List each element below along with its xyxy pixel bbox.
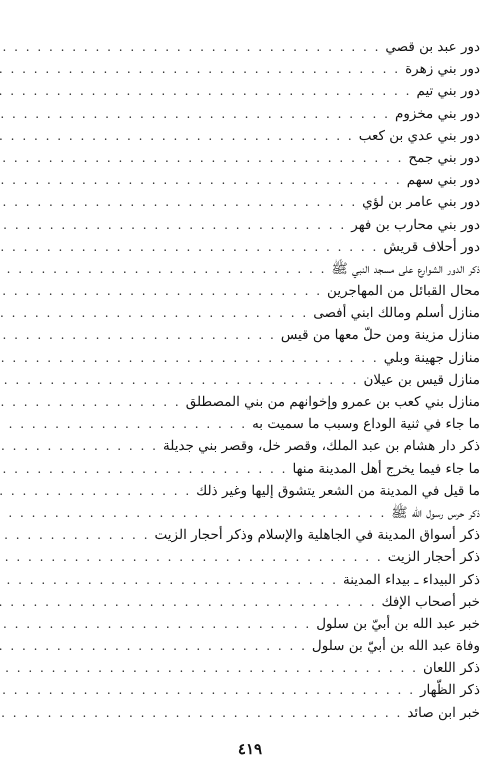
dot-leader bbox=[0, 413, 247, 435]
toc-entry-title: ذكر دار هشام بن عبد الملك، وقصر خل، وقصر بني جديلة bbox=[163, 438, 480, 455]
dot-leader bbox=[0, 458, 287, 480]
toc-entry-title: خبر ابن صائد bbox=[407, 704, 480, 721]
toc-entry bbox=[22, 458, 480, 480]
toc-entry-title: دور بني محارب بن فهر bbox=[351, 216, 480, 233]
dot-leader bbox=[0, 280, 322, 302]
toc-entry bbox=[22, 435, 480, 457]
toc-entry bbox=[22, 546, 480, 568]
dot-leader bbox=[0, 80, 411, 102]
toc-entry bbox=[22, 480, 480, 502]
dot-leader bbox=[0, 679, 415, 701]
toc-entry bbox=[22, 502, 480, 524]
dot-leader bbox=[0, 324, 276, 346]
toc-entry bbox=[22, 324, 480, 346]
toc-entry bbox=[22, 302, 480, 324]
toc-entry-title: ذكر الظّهار bbox=[420, 682, 480, 699]
toc-entry bbox=[22, 80, 480, 102]
toc-entry-title: دور عبد بن قصي bbox=[385, 39, 480, 55]
toc-entry bbox=[22, 657, 480, 679]
dot-leader bbox=[0, 191, 357, 213]
toc-entry bbox=[22, 702, 480, 724]
toc-entry bbox=[22, 169, 480, 191]
dot-leader bbox=[0, 635, 307, 657]
dot-leader bbox=[0, 657, 418, 679]
dot-leader bbox=[0, 480, 191, 502]
dot-leader bbox=[0, 591, 377, 613]
toc-entry bbox=[22, 347, 480, 369]
toc-entry-title: خبر أصحاب الإفك bbox=[381, 593, 480, 610]
toc-entry-title: ذكر اللعان bbox=[422, 660, 480, 677]
page-number: ٤١٩ bbox=[237, 740, 263, 758]
dot-leader bbox=[0, 702, 402, 724]
toc-entry bbox=[22, 236, 480, 258]
toc-entry bbox=[22, 569, 480, 591]
dot-leader bbox=[0, 58, 400, 80]
toc-entry-title: دور بني زهرة bbox=[405, 61, 480, 78]
toc-entry bbox=[22, 524, 480, 546]
dot-leader bbox=[0, 569, 338, 591]
toc-entry-title: دور بني عامر بن لؤي bbox=[362, 194, 480, 211]
toc-entry bbox=[22, 258, 480, 280]
toc-entry-title: دور بني جمح bbox=[408, 149, 480, 166]
toc-entry-title: ذكر أحجار الزيت bbox=[387, 549, 480, 566]
dot-leader bbox=[0, 546, 383, 568]
toc-entry bbox=[22, 591, 480, 613]
dot-leader bbox=[0, 435, 158, 457]
dot-leader bbox=[0, 613, 311, 635]
toc-entry bbox=[22, 391, 480, 413]
toc-entry-title: محال القبائل من المهاجرين bbox=[327, 283, 480, 300]
toc-entry-title: ما جاء فيما يخرج أهل المدينة منها bbox=[292, 460, 480, 477]
dot-leader bbox=[0, 391, 181, 413]
dot-leader bbox=[0, 502, 386, 524]
toc-entry-title: منازل بني كعب بن عمرو وإخوانهم من بني المصطلق bbox=[185, 394, 480, 410]
toc-entry-title: منازل أسلم ومالك ابني أفصى bbox=[313, 305, 480, 322]
toc-entry-title: منازل مزينة ومن حلّ معها من قيس bbox=[280, 327, 480, 344]
toc-entry bbox=[22, 613, 480, 635]
toc-entry bbox=[22, 280, 480, 302]
toc-entry bbox=[22, 679, 480, 701]
dot-leader bbox=[0, 258, 326, 280]
dot-leader bbox=[0, 169, 402, 191]
dot-leader bbox=[0, 103, 390, 125]
toc-entry-title: وفاة عبد الله بن أبيّ بن سلول bbox=[311, 638, 480, 655]
toc-entry-title: دور بني مخزوم bbox=[395, 105, 480, 122]
toc-entry-title: دور بني عدي بن كعب bbox=[358, 127, 480, 144]
dot-leader bbox=[0, 369, 359, 391]
dot-leader bbox=[0, 347, 379, 369]
toc-entry bbox=[22, 413, 480, 435]
toc-entry-title: دور بني سهم bbox=[406, 172, 480, 189]
toc-entry-title: منازل قيس بن عيلان bbox=[363, 371, 480, 388]
toc-entry-title: ذكر الدور الشوارع على مسجد النبي ﷺ bbox=[331, 260, 480, 277]
dot-leader bbox=[0, 147, 403, 169]
table-of-contents bbox=[22, 36, 480, 724]
toc-entry-title: ما قيل في المدينة من الشعر يتشوق إليها وغير ذلك bbox=[196, 482, 480, 499]
dot-leader bbox=[0, 36, 380, 58]
toc-entry-title: ما جاء في ثنية الوداع وسبب ما سميت به bbox=[252, 416, 480, 433]
dot-leader bbox=[0, 302, 308, 324]
toc-entry bbox=[22, 125, 480, 147]
toc-entry bbox=[22, 369, 480, 391]
toc-entry bbox=[22, 191, 480, 213]
toc-entry bbox=[22, 36, 480, 58]
toc-entry bbox=[22, 103, 480, 125]
dot-leader bbox=[0, 236, 378, 258]
toc-entry bbox=[22, 635, 480, 657]
toc-entry bbox=[22, 214, 480, 236]
toc-entry-title: دور بني تيم bbox=[416, 83, 480, 100]
toc-entry bbox=[22, 58, 480, 80]
toc-entry-title: ذكر حرس رسول الله ﷺ bbox=[391, 504, 480, 521]
toc-entry-title: دور أحلاف قريش bbox=[383, 238, 480, 255]
dot-leader bbox=[0, 524, 150, 546]
dot-leader bbox=[0, 125, 354, 147]
toc-entry-title: منازل جهينة وبلي bbox=[383, 349, 480, 366]
toc-entry-title: ذكر البيداء ـ بيداء المدينة bbox=[342, 571, 480, 588]
toc-entry-title: خبر عبد الله بن أبيّ بن سلول bbox=[316, 615, 480, 632]
toc-entry bbox=[22, 147, 480, 169]
dot-leader bbox=[0, 214, 346, 236]
toc-entry-title: ذكر أسواق المدينة في الجاهلية والإسلام وذكر أحجار الزيت bbox=[154, 527, 480, 544]
